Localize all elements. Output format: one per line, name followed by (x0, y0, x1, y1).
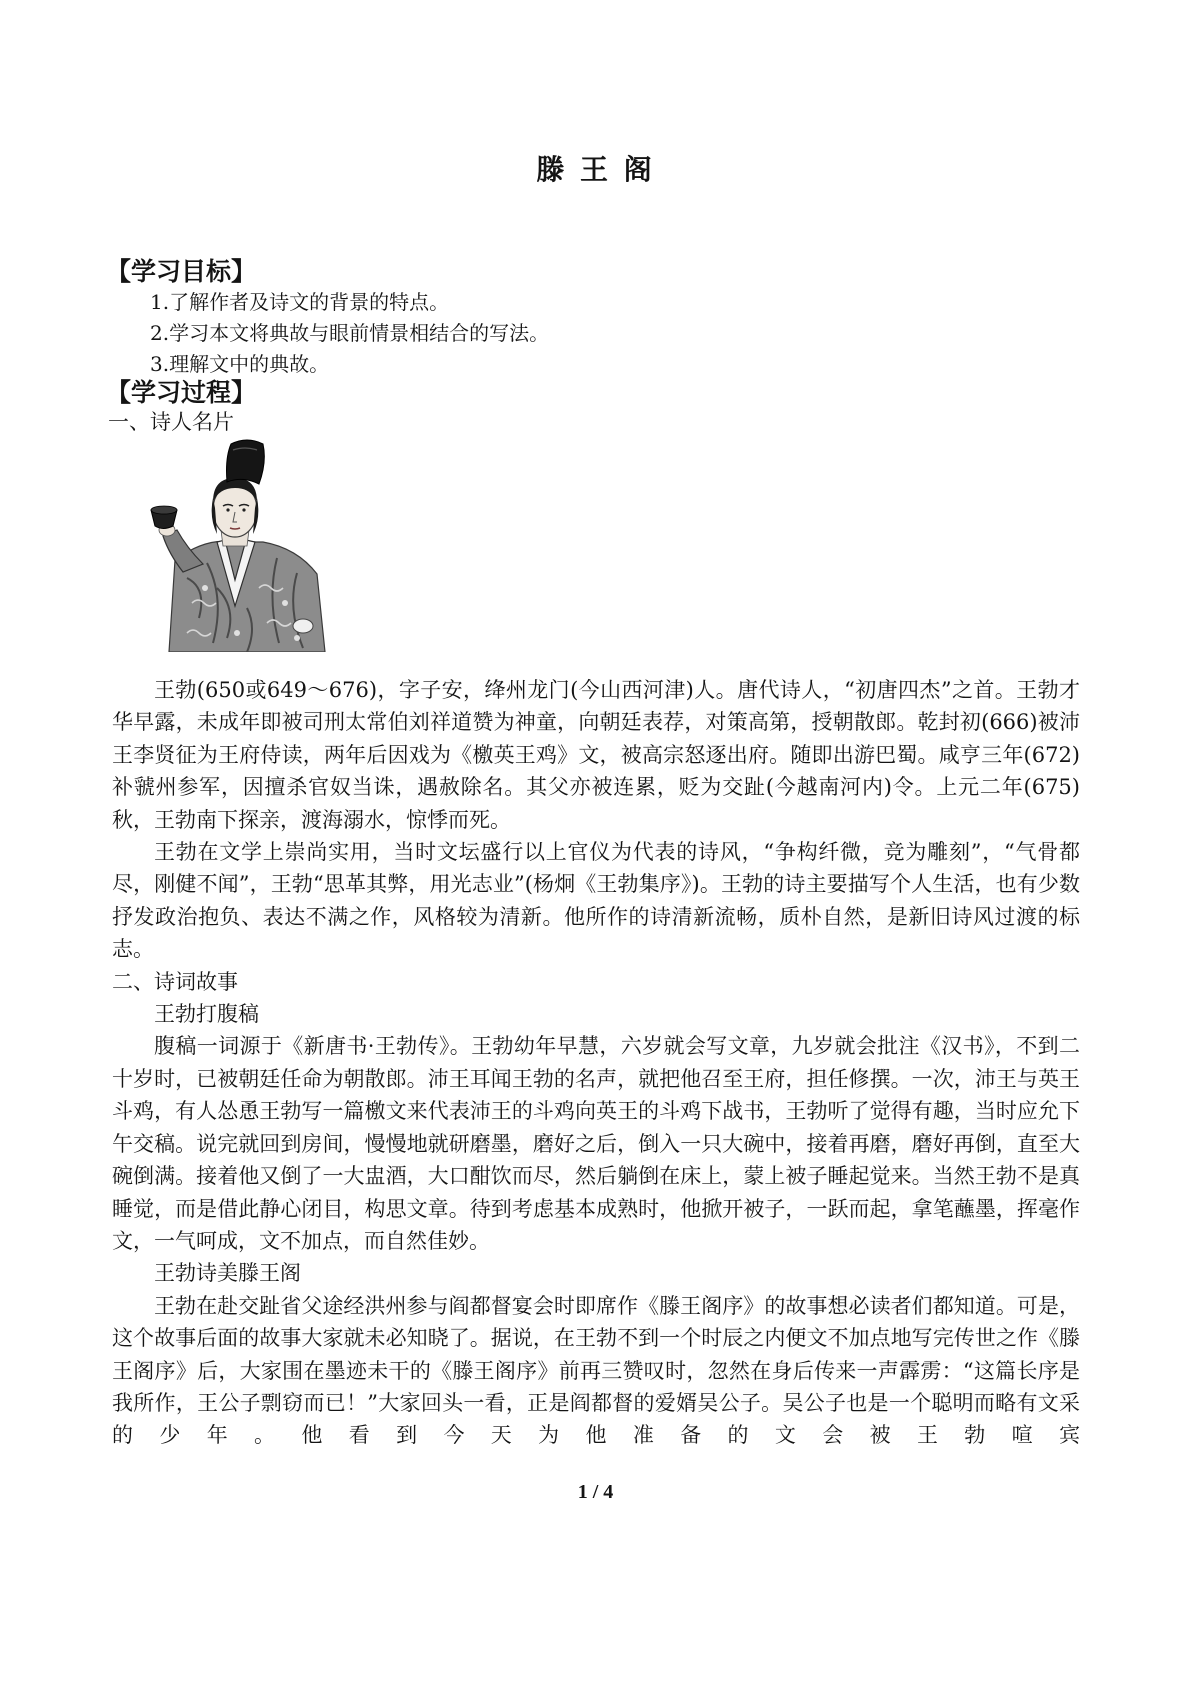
objective-item: 1.了解作者及诗文的背景的特点。 (150, 290, 450, 314)
body-text (112, 674, 1080, 1452)
story-paragraph: 腹稿一词源于《新唐书·王勃传》。王勃幼年早慧，六岁就会写文章，九岁就会批注《汉书》，不到二十岁时，已被朝廷任命为朝散郎。沛王耳闻王勃的名声，就把他召至王府，担任修撰。一次，沛王与英王斗鸡，有人怂恿王勃写一篇檄文来代表沛王的斗鸡向英王的斗鸡下战书，王勃听了觉得有趣，当时应允下午交稿。说完就回到房间，慢慢地就研磨墨，磨好之后，倒入一只大碗中，接着再磨，磨好再倒，直至大碗倒满。接着他又倒了一大盅酒，大口酣饮而尽，然后躺倒在床上，蒙上被子睡起觉来。当然王勃不是真睡觉，而是借此静心闭目，构思文章。待到考虑基本成熟时，他掀开被子，一跃而起，拿笔蘸墨，挥毫作文，一气呵成，文不加点，而自然佳妙。 (112, 1034, 1080, 1253)
section-heading-stories: 二、诗词故事 (112, 969, 238, 994)
poet-bio-paragraph: 王勃(650或649～676)，字子安，绛州龙门(今山西河津)人。唐代诗人，“初唐四杰”之首。王勃才华早露，未成年即被司刑太常伯刘祥道赞为神童，向朝廷表荐，对策高第，授朝散郎。乾封初(666)被沛王李贤征为王府侍读，两年后因戏为《檄英王鸡》文，被高宗怒逐出府。随即出游巴蜀。咸亨三年(672)补虢州参军，因擅杀官奴当诛，遇赦除名。其父亦被连累，贬为交趾(今越南河内)令。上元二年(675)秋，王勃南下探亲，渡海溺水，惊悸而死。 (112, 678, 1080, 832)
section-heading-poet-card: 一、诗人名片 (108, 410, 234, 434)
page-number: 1 / 4 (577, 1481, 614, 1503)
story-title: 王勃诗美滕王阁 (154, 1261, 301, 1286)
page-title: 滕 王 阁 (536, 153, 655, 186)
objective-item: 3.理解文中的典故。 (150, 352, 330, 376)
story-title: 王勃打腹稿 (154, 1002, 259, 1027)
portrait-hat (227, 440, 265, 484)
poet-portrait (147, 438, 327, 652)
objective-item: 2.学习本文将典故与眼前情景相结合的写法。 (150, 321, 550, 345)
portrait-face (212, 478, 259, 537)
process-header: 【学习过程】 (106, 378, 257, 407)
poet-style-paragraph: 王勃在文学上崇尚实用，当时文坛盛行以上官仪为代表的诗风，“争构纤微，竞为雕刻”，“气骨都尽，刚健不闻”，王勃“思革其弊，用光志业”(杨炯《王勃集序》)。王勃的诗主要描写个人生活，也有少数抒发政治抱负、表达不满之作，风格较为清新。他所作的诗清新流畅，质朴自然，是新旧诗风过渡的标志。 (112, 840, 1080, 962)
poet-portrait-illustration (147, 438, 327, 652)
portrait-cup (151, 506, 177, 529)
story-paragraph: 王勃在赴交趾省父途经洪州参与阎都督宴会时即席作《滕王阁序》的故事想必读者们都知道。可是，这个故事后面的故事大家就未必知晓了。据说，在王勃不到一个时辰之内便文不加点地写完传世之作《滕王阁序》后，大家围在墨迹未干的《滕王阁序》前再三赞叹时，忽然在身后传来一声霹雳：“这篇长序是我所作，王公子剽窃而已！”大家回头一看，正是阎都督的爱婿吴公子。吴公子也是一个聪明而略有文采的少年。他看到今天为他准备的文会被王勃喧宾 (112, 1293, 1080, 1448)
objectives-header: 【学习目标】 (106, 257, 257, 286)
portrait-hand-right (293, 619, 313, 633)
